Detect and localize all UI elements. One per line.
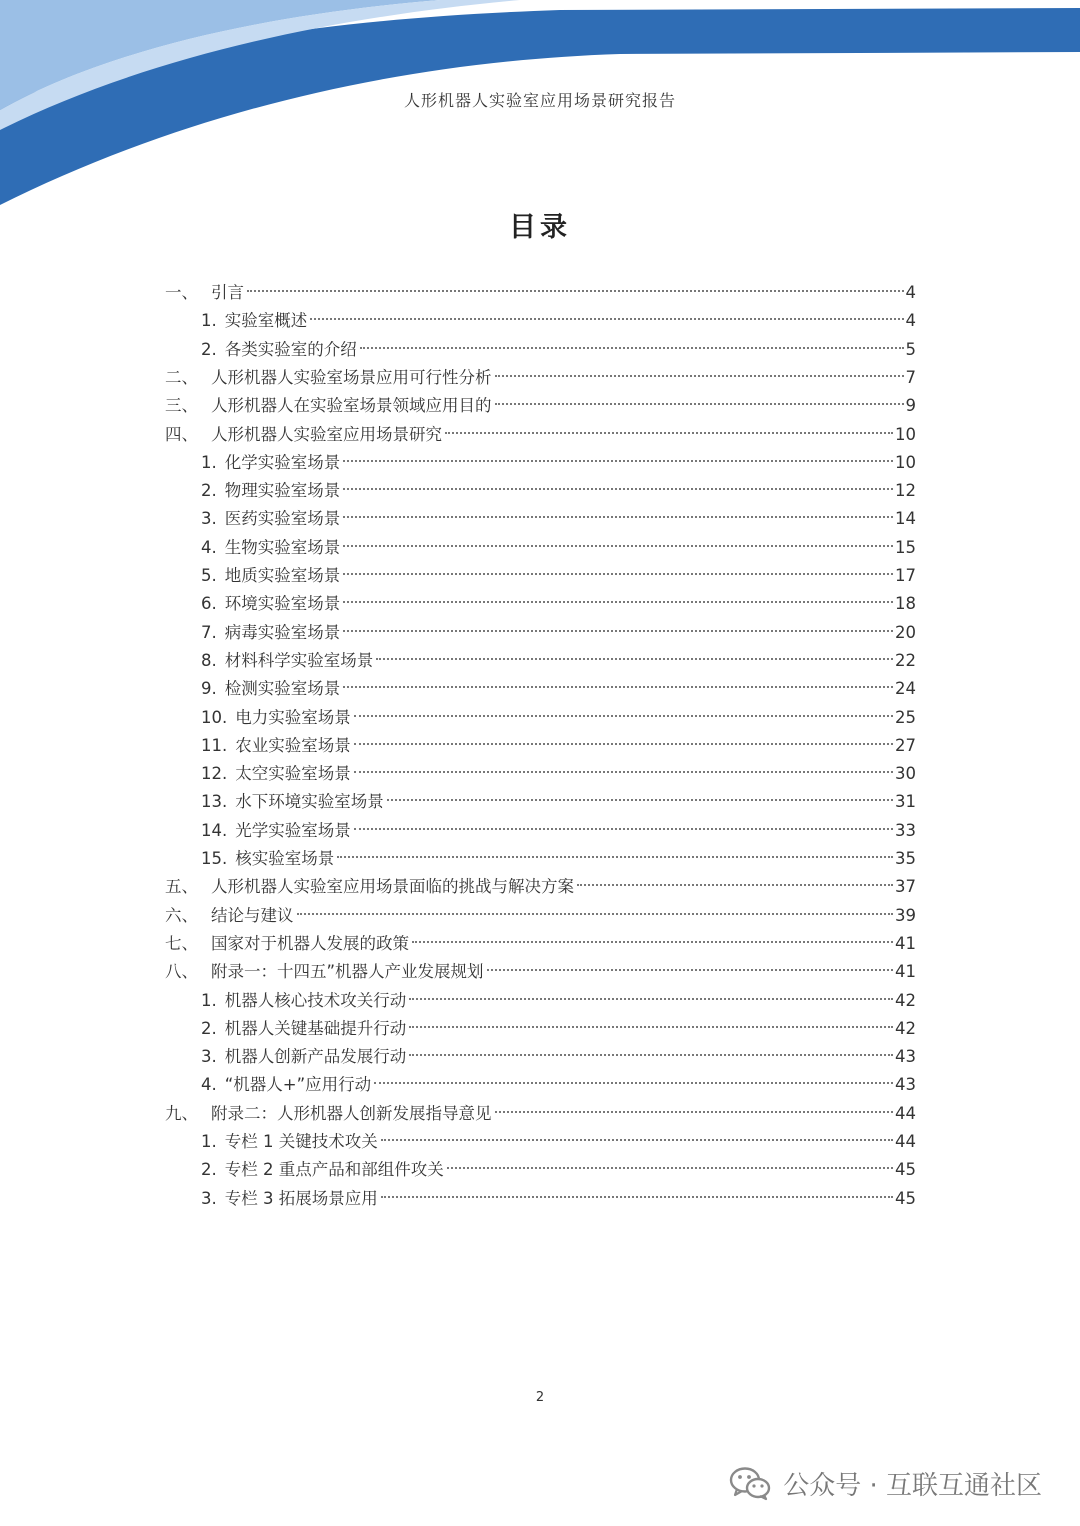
toc-entry-title: 结论与建议 [211, 905, 294, 925]
toc-section-entry [201, 507, 916, 531]
toc-entry-number: 6. [201, 594, 217, 614]
toc-entry-number: 10. [201, 707, 228, 727]
toc-section-entry [201, 847, 916, 871]
toc-entry-number: 5. [201, 566, 217, 585]
toc-entry-page: 17 [895, 566, 916, 585]
toc-section-entry [201, 762, 916, 786]
toc-entry-number: 2. [201, 481, 217, 501]
toc-dot-leader [381, 1139, 893, 1141]
toc-dot-leader [297, 913, 894, 915]
toc-entry-number: 七、 [165, 933, 198, 953]
toc-dot-leader [495, 375, 904, 377]
toc-entry-title: 国家对于机器人发展的政策 [211, 933, 409, 953]
toc-entry-number: 4. [201, 1075, 217, 1095]
toc-entry-number: 12. [201, 764, 228, 784]
toc-entry-title: 人形机器人实验室应用场景面临的挑战与解决方案 [211, 877, 574, 897]
toc-chapter-entry [165, 423, 916, 447]
toc-entry-page: 12 [895, 481, 916, 501]
toc-section-entry [201, 338, 916, 362]
toc-entry-number: 二、 [165, 367, 198, 387]
toc-entry-title: 机器人核心技术攻关行动 [224, 990, 407, 1010]
toc-entry-page: 44 [895, 1132, 916, 1151]
toc-entry-title: 电力实验室场景 [235, 707, 351, 727]
toc-entry-page: 18 [895, 594, 916, 614]
toc-entry-number: 1. [201, 1132, 217, 1151]
toc-entry-number: 八、 [165, 962, 198, 982]
toc-dot-leader [343, 460, 893, 462]
toc-section-entry [201, 564, 916, 588]
toc-dot-leader [577, 884, 893, 886]
toc-entry-page: 14 [895, 509, 916, 529]
toc-dot-leader [343, 601, 893, 603]
toc-entry-title: 专栏 2 重点产品和部组件攻关 [224, 1160, 444, 1180]
toc-dot-leader [343, 686, 893, 688]
toc-dot-leader [354, 771, 893, 773]
toc-entry-page: 45 [895, 1160, 916, 1180]
toc-entry-page: 7 [905, 367, 916, 387]
toc-entry-page: 39 [895, 905, 916, 925]
toc-section-entry [201, 479, 916, 503]
toc-chapter-entry [165, 394, 916, 418]
toc-entry-page: 44 [895, 1103, 916, 1123]
toc-entry-number: 8. [201, 650, 217, 670]
toc-entry-title: 专栏 1 关键技术攻关 [224, 1132, 378, 1151]
toc-entry-number: 1. [201, 311, 217, 331]
toc-section-entry [201, 1130, 916, 1154]
toc-entry-title: 人形机器人在实验室场景领域应用目的 [211, 396, 492, 416]
toc-dot-leader [445, 432, 893, 434]
toc-entry-number: 11. [201, 735, 228, 755]
toc-entry-number: 15. [201, 849, 228, 868]
toc-chapter-entry [165, 932, 916, 956]
toc-dot-leader [495, 403, 904, 405]
toc-dot-leader [343, 488, 893, 490]
toc-entry-number: 2. [201, 339, 217, 359]
toc-dot-leader [310, 318, 903, 320]
toc-section-entry [201, 451, 916, 475]
toc-dot-leader [354, 715, 893, 717]
toc-dot-leader [374, 1082, 893, 1084]
toc-dot-leader [447, 1167, 893, 1169]
toc-entry-number: 7. [201, 622, 217, 642]
toc-entry-page: 15 [895, 537, 916, 557]
toc-dot-leader [343, 545, 893, 547]
toc-section-entry [201, 592, 916, 616]
wechat-icon [729, 1465, 771, 1501]
toc-entry-page: 43 [895, 1047, 916, 1067]
toc-entry-page: 31 [895, 792, 916, 812]
toc-section-entry [201, 989, 916, 1013]
toc-entry-number: 1. [201, 990, 217, 1010]
toc-chapter-entry [165, 960, 916, 984]
toc-entry-title: 地质实验室场景 [224, 566, 341, 585]
toc-entry-title: 实验室概述 [224, 311, 308, 331]
toc-entry-page: 4 [905, 311, 916, 331]
toc-entry-title: 材料科学实验室场景 [224, 650, 374, 670]
toc-entry-title: 引言 [211, 283, 244, 302]
toc-section-entry [201, 1073, 916, 1097]
toc-entry-page: 10 [895, 424, 916, 444]
toc-title: 目录 [509, 212, 571, 243]
toc-dot-leader [495, 1111, 894, 1113]
toc-entry-page: 25 [895, 707, 916, 727]
toc-entry-page: 45 [895, 1188, 916, 1208]
toc-dot-leader [343, 516, 893, 518]
toc-chapter-entry [165, 281, 916, 305]
toc-section-entry [201, 309, 916, 333]
toc-entry-number: 3. [201, 509, 217, 529]
toc-entry-number: 一、 [165, 283, 198, 302]
toc-entry-page: 35 [895, 849, 916, 868]
toc-dot-leader [376, 658, 893, 660]
toc-dot-leader [381, 1196, 893, 1198]
toc-dot-leader [343, 573, 893, 575]
wechat-watermark [729, 1463, 1042, 1503]
toc-section-entry [201, 1158, 916, 1182]
toc-entry-page: 4 [905, 283, 916, 302]
toc-entry-number: 4. [201, 537, 217, 557]
toc-entry-page: 10 [895, 452, 916, 472]
toc-dot-leader [354, 828, 893, 830]
toc-chapter-entry [165, 366, 916, 390]
toc-entry-number: 五、 [165, 877, 198, 897]
toc-entry-number: 3. [201, 1188, 217, 1208]
toc-entry-page: 43 [895, 1075, 916, 1095]
toc-entry-title: 化学实验室场景 [224, 452, 341, 472]
toc-entry-title: 农业实验室场景 [235, 735, 351, 755]
toc-entry-title: 专栏 3 拓展场景应用 [224, 1188, 378, 1208]
toc-dot-leader [409, 998, 893, 1000]
toc-entry-number: 2. [201, 1018, 217, 1038]
toc-entry-number: 14. [201, 820, 228, 840]
toc-section-entry [201, 1045, 916, 1069]
toc-entry-page: 9 [905, 396, 916, 416]
toc-section-entry [201, 677, 916, 701]
running-header: 人形机器人实验室应用场景研究报告 [403, 91, 676, 110]
toc-entry-number: 9. [201, 679, 217, 699]
toc-entry-page: 41 [895, 933, 916, 953]
toc-section-entry [201, 536, 916, 560]
toc-entry-page: 33 [895, 820, 916, 840]
toc-entry-title: 生物实验室场景 [224, 537, 341, 557]
toc-entry-title: 机器人关键基础提升行动 [224, 1018, 407, 1038]
toc-entry-page: 41 [895, 962, 916, 982]
toc-entry-title: 附录二：人形机器人创新发展指导意见 [211, 1103, 492, 1123]
toc-entry-number: 六、 [165, 905, 198, 925]
toc-entry-title: 物理实验室场景 [224, 481, 341, 501]
toc-section-entry [201, 706, 916, 730]
toc-entry-number: 三、 [165, 396, 198, 416]
toc-entry-page: 42 [895, 1018, 916, 1038]
toc-section-entry [201, 649, 916, 673]
toc-entry-number: 13. [201, 792, 228, 812]
toc-dot-leader [412, 941, 893, 943]
toc-entry-page: 30 [895, 764, 916, 784]
toc-entry-title: 附录一：十四五”机器人产业发展规划 [211, 962, 484, 982]
toc-section-entry [201, 734, 916, 758]
toc-entry-page: 22 [895, 650, 916, 670]
toc-entry-title: 核实验室场景 [235, 849, 335, 868]
toc-entry-title: 检测实验室场景 [224, 679, 341, 699]
toc-entry-number: 四、 [165, 424, 198, 444]
toc-entry-page: 24 [895, 679, 916, 699]
toc-entry-title: 人形机器人实验室应用场景研究 [211, 424, 442, 444]
toc-entry-page: 42 [895, 990, 916, 1010]
toc-entry-page: 27 [895, 735, 916, 755]
toc-entry-title: 医药实验室场景 [224, 509, 341, 529]
watermark-text: 公众号 · 互联互通社区 [783, 1470, 1042, 1501]
toc-entry-page: 5 [905, 339, 916, 359]
toc-dot-leader [354, 743, 893, 745]
toc-entry-number: 1. [201, 452, 217, 472]
toc-section-entry [201, 790, 916, 814]
toc-dot-leader [337, 856, 893, 858]
toc-entry-number: 3. [201, 1047, 217, 1067]
toc-entry-title: 太空实验室场景 [235, 764, 351, 784]
toc-dot-leader [409, 1054, 893, 1056]
toc-entry-title: 光学实验室场景 [235, 820, 351, 840]
toc-entry-number: 九、 [165, 1103, 198, 1123]
toc-entry-title: 环境实验室场景 [224, 594, 341, 614]
toc-entry-title: 各类实验室的介绍 [224, 339, 357, 359]
toc-section-entry [201, 1187, 916, 1211]
toc-entry-title: 病毒实验室场景 [224, 622, 341, 642]
toc-entry-title: “机器人+”应用行动 [224, 1075, 372, 1095]
toc-chapter-entry [165, 1102, 916, 1126]
toc-section-entry [201, 819, 916, 843]
toc-section-entry [201, 1017, 916, 1041]
toc-dot-leader [387, 799, 893, 801]
toc-dot-leader [409, 1026, 893, 1028]
toc-entry-page: 37 [895, 877, 916, 897]
toc-entry-number: 2. [201, 1160, 217, 1180]
toc-section-entry [201, 621, 916, 645]
toc-dot-leader [360, 347, 904, 349]
toc-chapter-entry [165, 875, 916, 899]
toc-entry-title: 水下环境实验室场景 [235, 792, 384, 812]
page-number: 2 [535, 1390, 545, 1405]
toc-entry-page: 20 [895, 622, 916, 642]
toc-dot-leader [487, 969, 893, 971]
toc-chapter-entry [165, 904, 916, 928]
toc-dot-leader [247, 290, 904, 292]
toc-dot-leader [343, 630, 893, 632]
toc-entry-title: 人形机器人实验室场景应用可行性分析 [211, 367, 492, 387]
toc-entry-title: 机器人创新产品发展行动 [224, 1047, 407, 1067]
